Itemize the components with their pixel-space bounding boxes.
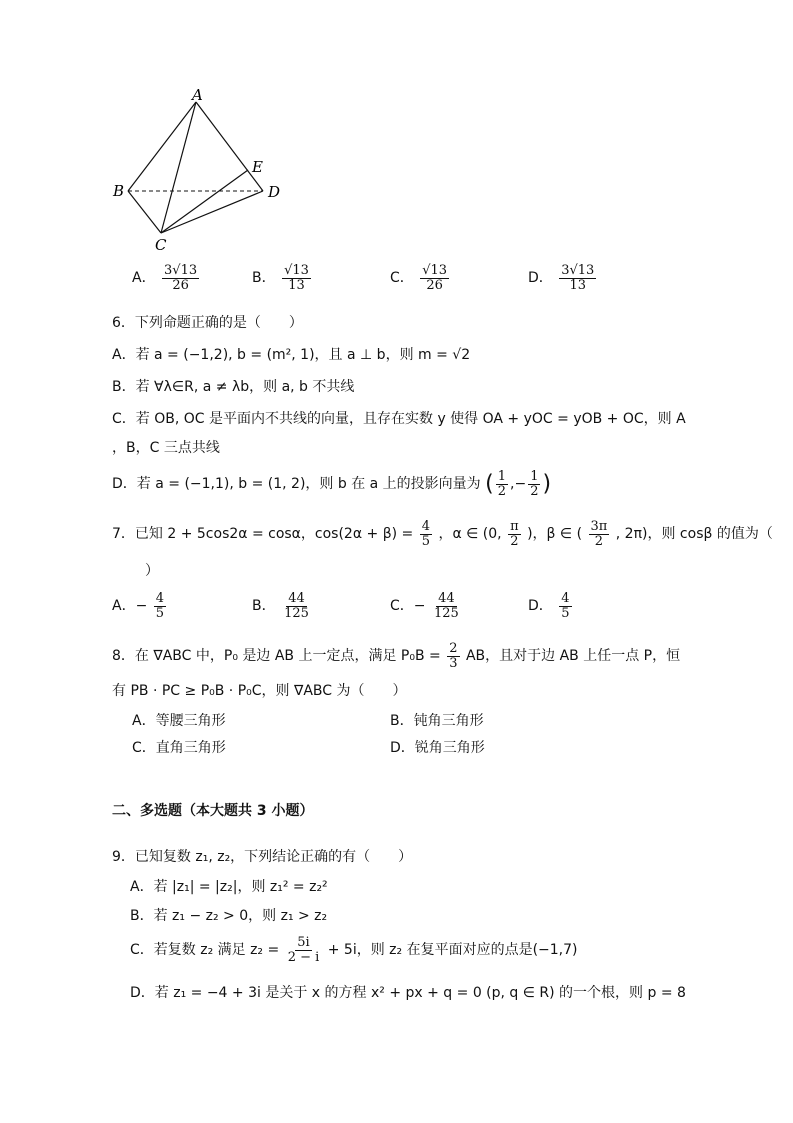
q5-option-d[interactable]: D． $\frac{3√13}{13}$	[528, 263, 595, 293]
q7-option-c[interactable]: C．− $\frac{44}{125}$	[390, 591, 459, 621]
q9-option-b[interactable]: B．若 z₁ − z₂ > 0，则 z₁ > z₂	[130, 908, 328, 924]
q9-option-a[interactable]: A．若 |z₁| = |z₂|，则 z₁² = z₂²	[130, 879, 328, 895]
q7-option-b[interactable]: B． $\frac{44}{125}$	[252, 591, 309, 621]
q7-stem: 7．已知 2 + 5cos2α = cosα，cos(2α + β) = $\frac{4}{5}$ ，α ∈ (0, $\frac{\pi}{2}$ )，β ∈ ( $\frac{3\pi}{2}$ , 2π)，则 cosβ 的值为（	[112, 519, 773, 549]
q8-option-b[interactable]: B．钝角三角形	[390, 713, 484, 729]
q6-option-b[interactable]: B．若 ∀λ∈R, a ≠ λb，则 a, b 不共线	[112, 379, 355, 395]
q7-option-d[interactable]: D． $\frac{4}{5}$	[528, 591, 570, 621]
section-heading: 二、多选题（本大题共 3 小题）	[112, 803, 314, 819]
q8-option-a[interactable]: A．等腰三角形	[132, 713, 226, 729]
vertex-label-c: C	[155, 236, 167, 253]
q5-option-a[interactable]: A． $\frac{3√13}{26}$	[132, 263, 198, 293]
tetrahedron-figure	[108, 88, 308, 253]
q6-option-a[interactable]: A．若 a = (−1,2), b = (m², 1)，且 a ⊥ b，则 m = √2	[112, 347, 471, 363]
q8-option-c[interactable]: C．直角三角形	[132, 740, 226, 756]
vertex-label-d: D	[268, 183, 281, 201]
vertex-label-b: B	[113, 182, 125, 200]
q6-stem: 6．下列命题正确的是（ ）	[112, 315, 303, 331]
vertex-label-e: E	[252, 158, 263, 176]
q9-option-d[interactable]: D．若 z₁ = −4 + 3i 是关于 x 的方程 x² + px + q = 0 (p, q ∈ R) 的一个根，则 p = 8	[130, 985, 686, 1001]
q7-option-a[interactable]: A．− $\frac{4}{5}$	[112, 591, 165, 621]
q5-option-c[interactable]: C． $\frac{√13}{26}$	[390, 263, 448, 293]
q8-stem-cont: 有 PB · PC ≥ P₀B · P₀C，则 ∇ABC 为（ ）	[112, 683, 407, 699]
vertex-label-a: A	[192, 88, 203, 104]
q8-stem: 8．在 ∇ABC 中，P₀ 是边 AB 上一定点，满足 P₀B = $\frac{2}{3}$ AB，且对于边 AB 上任一点 P，恒	[112, 641, 681, 671]
q6-option-d[interactable]: D．若 a = (−1,1), b = (1, 2)，则 b 在 a 上的投影向量为 ( $\frac{1}{2}$ ,− $\frac{1}{2}$ )	[112, 469, 552, 499]
q9-option-c[interactable]: C．若复数 z₂ 满足 z₂ = $\frac{5i}{2 - i}$ + 5i，则 z₂ 在复平面对应的点是(−1,7)	[130, 935, 578, 965]
q6-option-c-cont: ，B，C 三点共线	[112, 440, 220, 456]
q7-stem-close: ）	[145, 563, 159, 579]
q5-option-b[interactable]: B． $\frac{√13}{13}$	[252, 263, 309, 293]
q6-option-c[interactable]: C．若 OB, OC 是平面内不共线的向量，且存在实数 y 使得 OA + yOC = yOB + OC，则 A	[112, 411, 686, 427]
q8-option-d[interactable]: D．锐角三角形	[390, 740, 485, 756]
q9-stem: 9．已知复数 z₁, z₂，下列结论正确的有（ ）	[112, 849, 413, 865]
